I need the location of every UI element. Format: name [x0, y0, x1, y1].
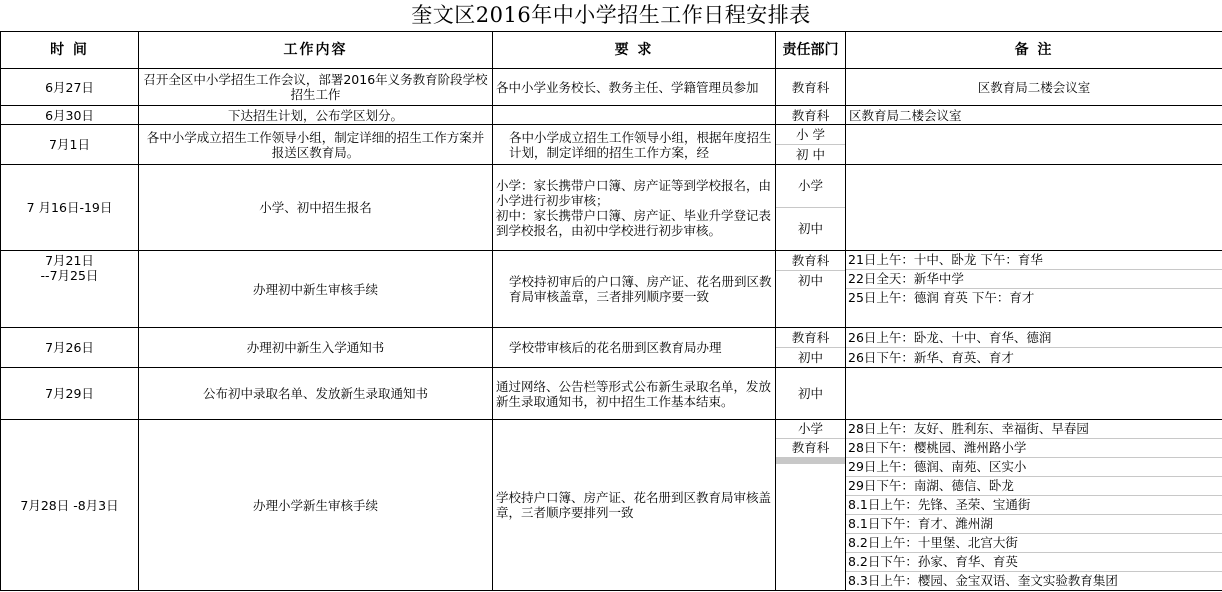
- note-line: 28日下午：樱桃园、潍州路小学: [846, 439, 1222, 458]
- dept-item: 教育科: [776, 328, 845, 348]
- cell-requirement: [493, 106, 776, 125]
- dept-item: 初中: [797, 221, 823, 236]
- dept-item: 初 中: [796, 147, 825, 162]
- note-line: 21日上午：十中、卧龙 下午：育华: [846, 251, 1222, 270]
- note-line: 28日上午：友好、胜利东、幸福街、早春园: [846, 420, 1222, 439]
- cell-notes: 区教育局二楼会议室: [846, 69, 1222, 106]
- cell-requirement: 学校持初审后的户口簿、房产证、花名册到区教育局审核盖章，三者排列顺序要一致: [493, 251, 776, 328]
- cell-department: [776, 165, 846, 251]
- cell-notes: [846, 368, 1222, 420]
- table-row: [1, 368, 1222, 420]
- cell-content: 下达招生计划，公布学区划分。: [139, 106, 493, 125]
- cell-content: 召开全区中小学招生工作会议，部署2016年义务教育阶段学校招生工作: [139, 69, 493, 106]
- cell-department: [776, 328, 846, 368]
- cell-department: [776, 125, 846, 165]
- cell-time: 7 月16日-19日: [1, 165, 139, 251]
- cell-content: 办理小学新生审核手续: [139, 420, 493, 591]
- cell-time: 7月26日: [1, 328, 139, 368]
- note-line: 8.2日下午：孙家、育华、育英: [846, 553, 1222, 572]
- cell-time: 7月1日: [1, 125, 139, 165]
- note-line: 8.2日上午：十里堡、北宫大街: [846, 534, 1222, 553]
- note-line: 29日下午：南湖、德信、卧龙: [846, 477, 1222, 496]
- table-row: [1, 165, 1222, 251]
- dept-item: 小 学: [776, 125, 845, 145]
- requirement-line: 初中：家长携带户口簿、房产证、毕业升学登记表到学校报名，由初中学校进行初步审核。: [496, 207, 772, 238]
- cell-notes: [846, 251, 1222, 328]
- note-line: 26日上午：卧龙、十中、育华、德润: [846, 328, 1222, 348]
- cell-notes: [846, 420, 1222, 591]
- cell-notes: [846, 125, 1222, 165]
- header-notes: 备 注: [846, 32, 1222, 69]
- cell-time: 6月30日: [1, 106, 139, 125]
- dept-item: [776, 463, 845, 464]
- schedule-table: [0, 31, 1222, 591]
- header-content: 工作内容: [139, 32, 493, 69]
- note-line: 25日上午：德润 育英 下午：育才: [848, 290, 1035, 305]
- table-row: [1, 69, 1222, 106]
- cell-notes: [846, 165, 1222, 251]
- cell-requirement: 通过网络、公告栏等形式公布新生录取名单，发放新生录取通知书，初中招生工作基本结束。: [493, 368, 776, 420]
- cell-content: 办理初中新生入学通知书: [139, 328, 493, 368]
- cell-notes: 区教育局二楼会议室: [846, 106, 1222, 125]
- cell-requirement: 学校持户口簿、房产证、花名册到区教育局审核盖章，三者顺序要排列一致: [493, 420, 776, 591]
- dept-item: 小学: [776, 420, 845, 439]
- time-line: --7月25日: [40, 268, 99, 283]
- note-line: 22日全天：新华中学: [846, 270, 1222, 289]
- cell-department: [776, 251, 846, 328]
- table-row: [1, 106, 1222, 125]
- cell-requirement: 各中小学成立招生工作领导小组，根据年度招生计划，制定详细的招生工作方案，经: [493, 125, 776, 165]
- dept-item: 初中: [797, 273, 823, 288]
- note-line: 8.1日上午：先锋、圣荣、宝通街: [846, 496, 1222, 515]
- dept-item: 小学: [776, 165, 845, 208]
- header-row: [1, 32, 1222, 69]
- cell-requirement: [493, 165, 776, 251]
- cell-content: 小学、初中招生报名: [139, 165, 493, 251]
- cell-department: 教育科: [776, 69, 846, 106]
- cell-content: 办理初中新生审核手续: [139, 251, 493, 328]
- time-line: 7月21日: [45, 253, 94, 268]
- table-row: [1, 328, 1222, 368]
- note-line: 29日上午：德润、南苑、区实小: [846, 458, 1222, 477]
- cell-content: 各中小学成立招生工作领导小组，制定详细的招生工作方案并报送区教育局。: [139, 125, 493, 165]
- cell-department: 教育科: [776, 106, 846, 125]
- table-row: [1, 125, 1222, 165]
- table-row: [1, 420, 1222, 591]
- dept-item: 教育科: [776, 251, 845, 271]
- cell-time: 6月27日: [1, 69, 139, 106]
- page-title: 奎文区2016年中小学招生工作日程安排表: [411, 3, 811, 27]
- requirement-line: 小学：家长携带户口簿、房产证等到学校报名，由小学进行初步审核；: [496, 177, 772, 208]
- table-row: [1, 251, 1222, 328]
- cell-time: 7月28日 -8月3日: [1, 420, 139, 591]
- cell-content: 公布初中录取名单、发放新生录取通知书: [139, 368, 493, 420]
- header-requirement: 要 求: [493, 32, 776, 69]
- cell-requirement: 各中小学业务校长、教务主任、学籍管理员参加: [493, 69, 776, 106]
- cell-department: 初中: [776, 368, 846, 420]
- cell-time: [1, 251, 139, 328]
- cell-requirement: 学校带审核后的花名册到区教育局办理: [493, 328, 776, 368]
- note-line: 8.3日上午：樱园、金宝双语、奎文实验教育集团: [848, 573, 1118, 588]
- cell-notes: [846, 328, 1222, 368]
- dept-item: 教育科: [776, 439, 845, 458]
- cell-time: 7月29日: [1, 368, 139, 420]
- note-line: 26日下午：新华、育英、育才: [848, 350, 1014, 365]
- header-time: 时 间: [1, 32, 139, 69]
- header-department: 责任部门: [776, 32, 846, 69]
- note-line: 8.1日下午：育才、潍州湖: [846, 515, 1222, 534]
- dept-item: 初中: [797, 350, 823, 365]
- cell-department: [776, 420, 846, 591]
